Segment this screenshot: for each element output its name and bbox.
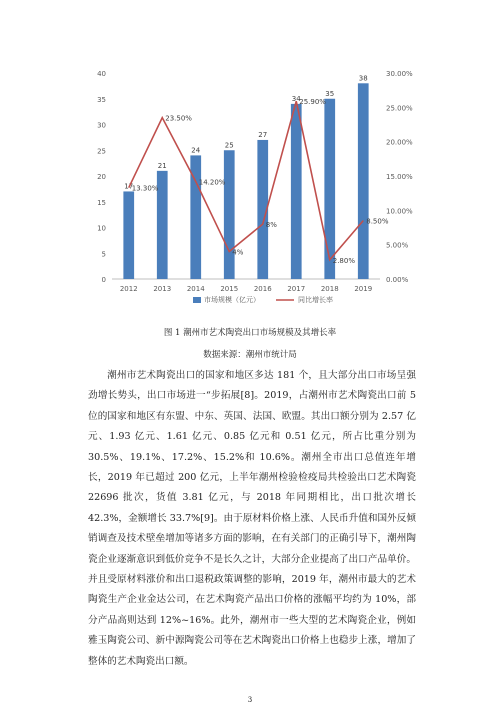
x-tick-label: 2012: [119, 285, 138, 293]
y-tick-label: 20: [97, 173, 106, 181]
chart-canvas: [80, 58, 425, 313]
y2-tick-label: 25.00%: [386, 104, 413, 113]
bar: [157, 171, 168, 279]
body-paragraph: 潮州市艺术陶瓷出口的国家和地区多达 181 个，且大部分出口市场呈强劲增长势头，出口市场进一“步拓展[8]。2019，占潮州市艺术陶瓷出口前 5 位的国家和地区有东盟、中东、英国、法国、欧盟。其出口额分别为 2.57 亿元、1.93 亿元、1.61 亿元、0.85 亿元和 0.51 亿元，所占比重分别为 30.5%、19.1%、17.2%、15.2%和 10.6%。潮州全市出口总值连年增长，2019 年已超过 200 亿元，上半年潮州检验检疫局共检验出口艺术陶瓷 22696 批次，货值 3.81 亿元，与 2018 年同期相比，出口批次增长 42.3%，金额增长 33.7%[9]。由于原材料价格上涨、人民币升值和国外反倾销调查及技术壁垒增加等诸多方面的影响，在有关部门的正确引导下，潮州陶瓷企业逐渐意识到低价竞争不是长久之计，大部分企业提高了出口产品单价。并且受原材料涨价和出口退税政策调整的影响，2019 年，潮州市最大的艺术陶瓷生产企业金达公司，在艺术陶瓷产品出口价格的涨幅平均约为 10%，部分产品高则达到 12%~16%。此外，潮州市一些大型的艺术陶瓷企业，例如雅玉陶瓷公司、新中源陶瓷公司等在艺术陶瓷出口价格上也稳步上涨，增加了整体的艺术陶瓷出口额。: [88, 370, 416, 667]
y-tick-label: 25: [97, 147, 106, 156]
y-tick-label: 15: [97, 198, 106, 207]
figure-caption: 图 1 潮州市艺术陶瓷出口市场规模及其增长率: [163, 328, 337, 338]
bar-data-label: 38: [358, 74, 368, 83]
bar: [224, 150, 235, 279]
legend-bar-label: 市场规模（亿元）: [204, 296, 260, 304]
bar-data-label: 24: [191, 146, 201, 155]
line-data-label: 14.20%: [198, 178, 226, 187]
x-tick-label: 2014: [186, 285, 205, 293]
x-tick-label: 2015: [220, 285, 239, 293]
bar: [324, 99, 335, 279]
bar: [291, 104, 302, 279]
y-tick-label: 10: [97, 224, 106, 233]
figure-source: 数据来源：潮州市统计局: [203, 350, 297, 360]
y2-tick-label: 20.00%: [386, 138, 413, 147]
y2-tick-label: 5.00%: [386, 241, 409, 250]
y-tick-label: 5: [101, 250, 106, 259]
bar-data-label: 17: [124, 182, 134, 191]
x-tick-label: 2013: [153, 285, 172, 293]
x-tick-label: 2019: [354, 285, 373, 293]
bar: [358, 83, 369, 279]
x-tick-label: 2018: [320, 285, 339, 293]
y2-tick-label: 10.00%: [386, 207, 413, 216]
line-data-label: 4%: [232, 248, 244, 257]
bar-data-label: 21: [157, 161, 167, 170]
x-tick-label: 2016: [253, 285, 272, 293]
y2-tick-label: 30.00%: [386, 70, 413, 78]
market-size-chart: [80, 58, 425, 313]
bar-data-label: 25: [224, 141, 234, 150]
bar-data-label: 34: [291, 94, 301, 103]
line-data-label: 2.80%: [332, 256, 355, 265]
bar-data-label: 35: [325, 89, 335, 98]
line-data-label: 8.50%: [366, 217, 389, 226]
y-tick-label: 35: [97, 95, 106, 104]
page-number: 3: [247, 696, 253, 704]
legend-bar-swatch: [193, 297, 201, 303]
y-tick-label: 30: [97, 121, 106, 130]
line-data-label: 23.50%: [165, 114, 192, 123]
bar-data-label: 27: [258, 130, 268, 139]
line-data-label: 13.30%: [131, 184, 159, 193]
line-data-label: 8%: [265, 221, 277, 230]
y2-tick-label: 0.00%: [386, 276, 409, 284]
legend-line-label: 同比增长率: [298, 296, 333, 304]
y-tick-label: 40: [97, 70, 106, 78]
x-tick-label: 2017: [287, 285, 306, 293]
y-tick-label: 0: [101, 276, 106, 284]
line-data-label: 25.90%: [299, 98, 326, 107]
y2-tick-label: 15.00%: [386, 173, 413, 181]
bar: [123, 191, 134, 279]
